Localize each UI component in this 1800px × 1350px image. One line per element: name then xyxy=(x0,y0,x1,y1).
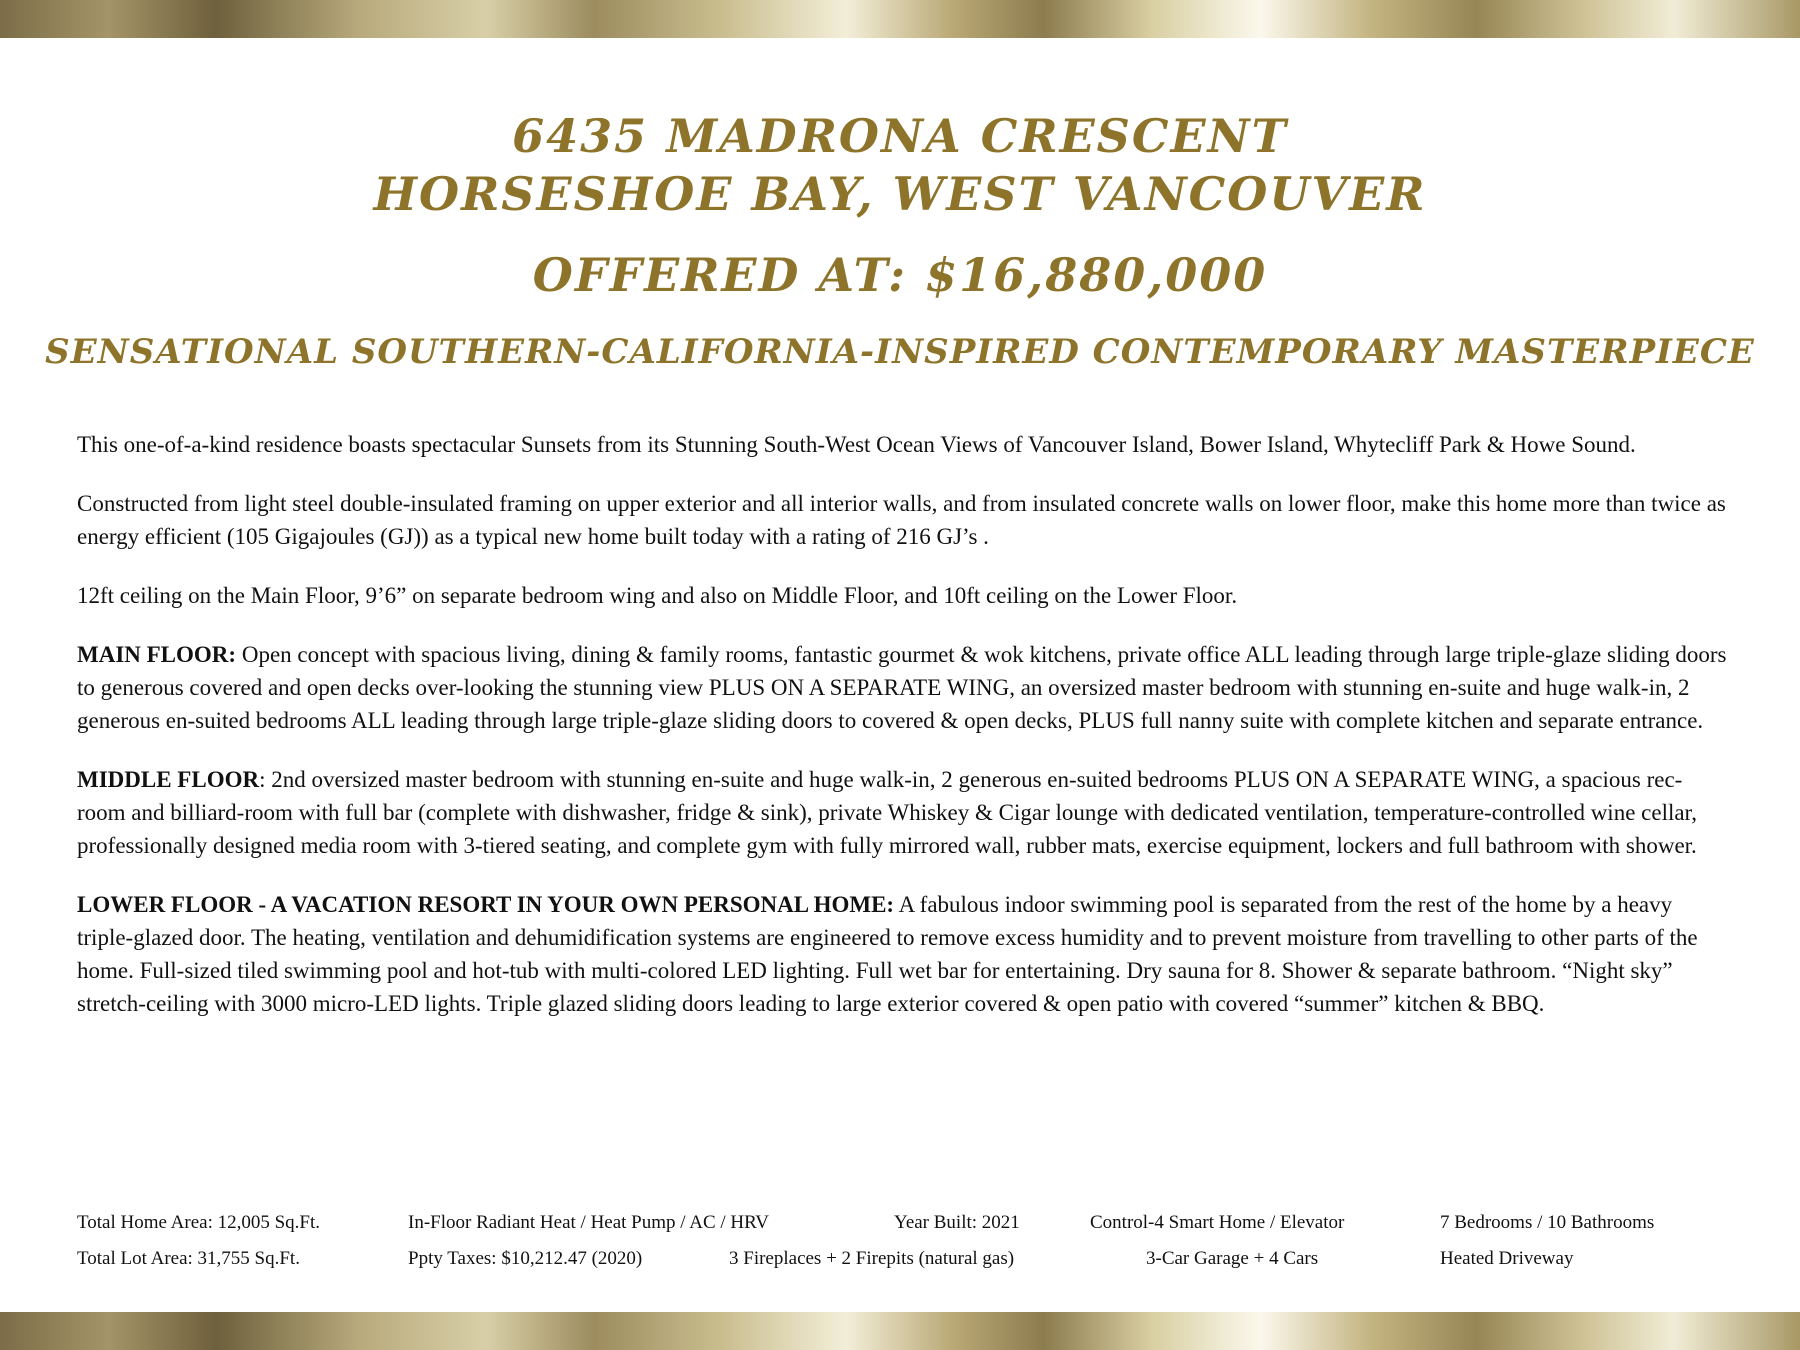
middle-floor-paragraph xyxy=(77,763,1727,862)
bottom-gold-border xyxy=(0,1312,1800,1350)
lower-floor-paragraph xyxy=(77,888,1727,1020)
middle-floor-label: MIDDLE FLOOR xyxy=(77,767,260,792)
top-gold-border xyxy=(0,0,1800,38)
lower-floor-label: LOWER FLOOR - A VACATION RESORT IN YOUR OWN PERSONAL HOME: xyxy=(77,892,895,917)
property-description xyxy=(77,428,1727,1046)
listing-price: OFFERED AT: $16,880,000 xyxy=(532,248,1268,302)
spec-smart-home: Control-4 Smart Home / Elevator xyxy=(1090,1212,1345,1233)
address-locality: HORSESHOE BAY, WEST VANCOUVER xyxy=(373,167,1427,221)
middle-floor-text: : 2nd oversized master bedroom with stunning en-suite and huge walk-in, 2 generous en-suited bedrooms PLUS ON A SEPARATE WING, a spacious rec-room and billiard-room with full bar (complete with dishwasher, fridge & sink), private Whiskey & Cigar lounge with dedicated ventilation, temperature-controlled wine cellar, professionally designed media room with 3-tiered seating, and complete gym with fully mirrored wall, rubber mats, exercise equipment, lockers and full bathroom with shower. xyxy=(77,767,1698,858)
main-floor-label: MAIN FLOOR: xyxy=(77,642,237,667)
spec-garage: 3-Car Garage + 4 Cars xyxy=(1146,1248,1319,1269)
spec-heating: In-Floor Radiant Heat / Heat Pump / AC / HRV xyxy=(408,1212,770,1233)
spec-bed-bath: 7 Bedrooms / 10 Bathrooms xyxy=(1440,1212,1655,1233)
intro-paragraph: This one-of-a-kind residence boasts spectacular Sunsets from its Stunning South-West Ocean Views of Vancouver Island, Bower Island, Whytecliff Park & Howe Sound. xyxy=(77,432,1636,457)
listing-tagline: SENSATIONAL SOUTHERN-CALIFORNIA-INSPIRED CONTEMPORARY MASTERPIECE xyxy=(45,332,1755,372)
spec-year-built: Year Built: 2021 xyxy=(894,1212,1020,1233)
lower-floor-text: A fabulous indoor swimming pool is separated from the rest of the home by a heavy triple-glazed door. The heating, ventilation and dehumidification systems are engineered to remove excess humidity and to prevent moisture from travelling to other parts of the home. Full-sized tiled swimming pool and hot-tub with multi-colored LED lighting. Full wet bar for entertaining. Dry sauna for 8. Shower & separate bathroom. “Night sky” stretch-ceiling with 3000 micro-LED lights. Triple glazed sliding doors leading to large exterior covered & open patio with covered “summer” kitchen & BBQ. xyxy=(77,892,1698,1016)
ceilings-paragraph: 12ft ceiling on the Main Floor, 9’6” on separate bedroom wing and also on Middle Floor, and 10ft ceiling on the Lower Floor. xyxy=(77,583,1238,608)
spec-home-area: Total Home Area: 12,005 Sq.Ft. xyxy=(77,1212,321,1233)
construction-paragraph: Constructed from light steel double-insulated framing on upper exterior and all interior walls, and from insulated concrete walls on lower floor, make this home more than twice as energy efficient (105 Gigajoules (GJ)) as a typical new home built today with a rating of 216 GJ’s . xyxy=(77,491,1726,549)
spec-lot-area: Total Lot Area: 31,755 Sq.Ft. xyxy=(77,1248,300,1269)
spec-driveway: Heated Driveway xyxy=(1440,1248,1574,1269)
spec-taxes: Ppty Taxes: $10,212.47 (2020) xyxy=(408,1248,643,1269)
property-address xyxy=(0,107,1800,223)
spec-fireplaces: 3 Fireplaces + 2 Firepits (natural gas) xyxy=(729,1248,1015,1269)
main-floor-paragraph xyxy=(77,638,1727,737)
address-street: 6435 MADRONA CRESCENT xyxy=(512,109,1288,163)
main-floor-text: Open concept with spacious living, dining & family rooms, fantastic gourmet & wok kitchens, private office ALL leading through large triple-glaze sliding doors to generous covered and open decks over-looking the stunning view PLUS ON A SEPARATE WING, an oversized master bedroom with stunning en-suite and huge walk-in, 2 generous en-suited bedrooms ALL leading through large triple-glaze sliding doors to covered & open decks, PLUS full nanny suite with complete kitchen and separate entrance. xyxy=(77,642,1727,733)
